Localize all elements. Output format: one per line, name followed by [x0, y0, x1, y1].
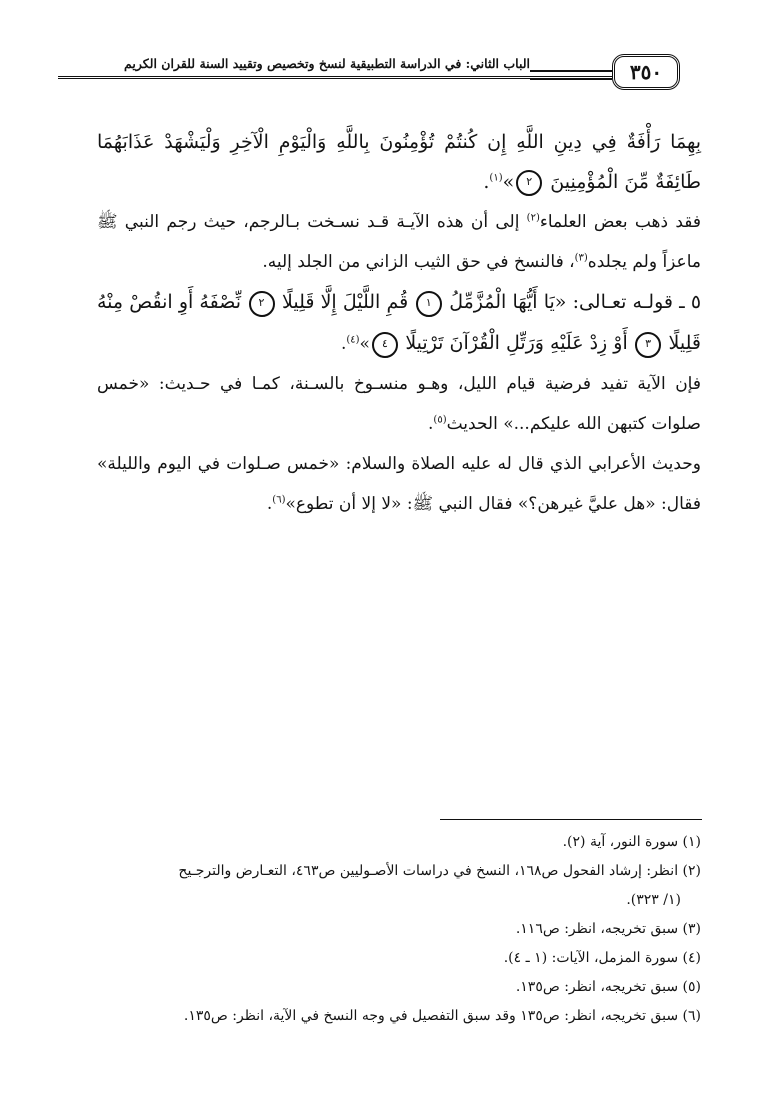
footnote-4: (٤) سورة المزمل، الآيات: (١ ـ ٤). — [503, 950, 701, 966]
quran-verse-continuation: بِهِمَا رَأْفَةٌ فِي دِينِ اللَّهِ إِن كُنتُمْ تُؤْمِنُونَ بِاللَّهِ وَالْيَوْمِ الْآخِرِ وَلْيَشْهَدْ عَذَابَهُمَا طَائِفَةٌ مِّنَ الْمُؤْمِنِينَ ٢»$^{(١)}$. — [97, 122, 701, 202]
header-title: الباب الثاني: في الدراسة التطبيقية لنسخ وتخصيص وتقييد السنة للقران الكريم — [120, 56, 530, 71]
footnote-6: (٦) سبق تخريجه، انظر: ص١٣٥ وقد سبق التفصيل في وجه النسخ في الآية، انظر: ص١٣٥. — [183, 1008, 701, 1024]
text-run: أَوْ زِدْ عَلَيْهِ وَرَتِّلِ الْقُرْآنَ تَرْتِيلًا — [405, 332, 628, 354]
footnotes — [97, 828, 701, 1031]
paragraph-bedouin-hadith: وحديث الأعرابي الذي قال له عليه الصلاة والسلام: «خمس صـلوات في اليوم والليلة» فقال: «هل عليَّ غيرهن؟» فقال النبي ﷺ: «لا إلا أن تطوع»$^{(٦)}$. — [97, 454, 701, 514]
ayah-number-marker: ٢ — [516, 170, 542, 196]
footnote-ref: (٦) — [272, 494, 286, 506]
page-number: ٣٥٠ — [612, 54, 680, 90]
footnote-3: (٣) سبق تخريجه، انظر: ص١١٦. — [515, 921, 701, 937]
text-run: إلى أن هذه الآيـة قـد نسـخت بـالرجم، حيث رجم النبي ﷺ ماعزاً ولم يجلده — [97, 212, 701, 272]
text-run: فإن الآية تفيد فرضية قيام الليل، وهـو منسـوخ بالسـنة، كمـا في حـديث: «خمس صلوات كتبهن الله عليكم...» الحديث — [97, 374, 701, 434]
footnote-separator — [440, 819, 702, 820]
text-run: قُمِ اللَّيْلَ إِلَّا قَلِيلًا — [282, 291, 409, 313]
verse-line-1: بِهِمَا رَأْفَةٌ فِي دِينِ اللَّهِ إِن كُنتُمْ تُؤْمِنُونَ بِاللَّهِ وَالْيَوْمِ الْآخِرِ وَلْيَشْهَدْ عَذَابَهُمَا طَائِفَةٌ مِّنَ — [97, 131, 701, 193]
footnote-ref: (٣) — [574, 252, 588, 264]
text-run: ٥ ـ قولـه تعـالى: «يَا أَيُّهَا الْمُزَّمِّلُ — [449, 291, 702, 313]
ayah-number-marker: ٤ — [372, 332, 398, 358]
footnote-5: (٥) سبق تخريجه، انظر: ص١٣٥. — [515, 979, 701, 995]
ayah-number-marker: ٢ — [249, 291, 275, 317]
paragraph-abrogation — [97, 202, 701, 282]
ayah-number-marker: ٣ — [635, 332, 661, 358]
quote-close: » — [502, 171, 515, 193]
footnote-2-continued: (١/ ٣٢٣). — [626, 892, 681, 908]
header-leader — [530, 70, 612, 80]
ayah-number-marker: ١ — [416, 291, 442, 317]
paragraph-muzzammil: ٥ ـ قولـه تعـالى: «يَا أَيُّهَا الْمُزَّمِّلُ ١ قُمِ اللَّيْلَ إِلَّا قَلِيلًا ٢ نِّصْفَهُ أَوِ انقُصْ مِنْهُ قَلِيلًا ٣ أَوْ زِدْ عَلَيْهِ وَرَتِّلِ الْقُرْآنَ تَرْتِيلًا ٤»$^{(٤)}$. — [97, 282, 701, 364]
text-run: وحديث الأعرابي الذي قال له عليه الصلاة والسلام: «خمس صـلوات في اليوم والليلة» فقال: «هل عليَّ غيرهن؟» فقال النبي ﷺ: «لا إلا أن تطوع» — [97, 454, 701, 514]
footnote-1: (١) سورة النور، آية (٢). — [562, 834, 701, 850]
running-header — [58, 54, 680, 88]
footnote-ref: (١) — [489, 172, 503, 184]
text-run: نِّصْفَهُ أَوِ انقُصْ مِنْهُ قَلِيلًا — [97, 291, 701, 354]
text-run: فقد ذهب بعض العلماء — [539, 212, 701, 232]
header-rule — [58, 76, 612, 79]
quote-close: » — [359, 334, 370, 354]
main-text — [97, 122, 701, 524]
footnote-ref: (٢) — [526, 212, 540, 224]
footnote-ref: (٥) — [433, 414, 447, 426]
verse-line-2: الْمُؤْمِنِينَ — [550, 171, 619, 193]
footnote-ref: (٤) — [346, 334, 360, 346]
text-run: ، فالنسخ في حق الثيب الزاني من الجلد إليه. — [262, 252, 575, 272]
paragraph-night-prayer: فإن الآية تفيد فرضية قيام الليل، وهـو منسـوخ بالسـنة، كمـا في حـديث: «خمس صلوات كتبهن الله عليكم...» الحديث$^{(٥)}$. — [97, 374, 701, 434]
footnote-2: (٢) انظر: إرشاد الفحول ص١٦٨، النسخ في دراسات الأصـوليين ص٤٦٣، التعـارض والترجـيح — [178, 863, 701, 879]
